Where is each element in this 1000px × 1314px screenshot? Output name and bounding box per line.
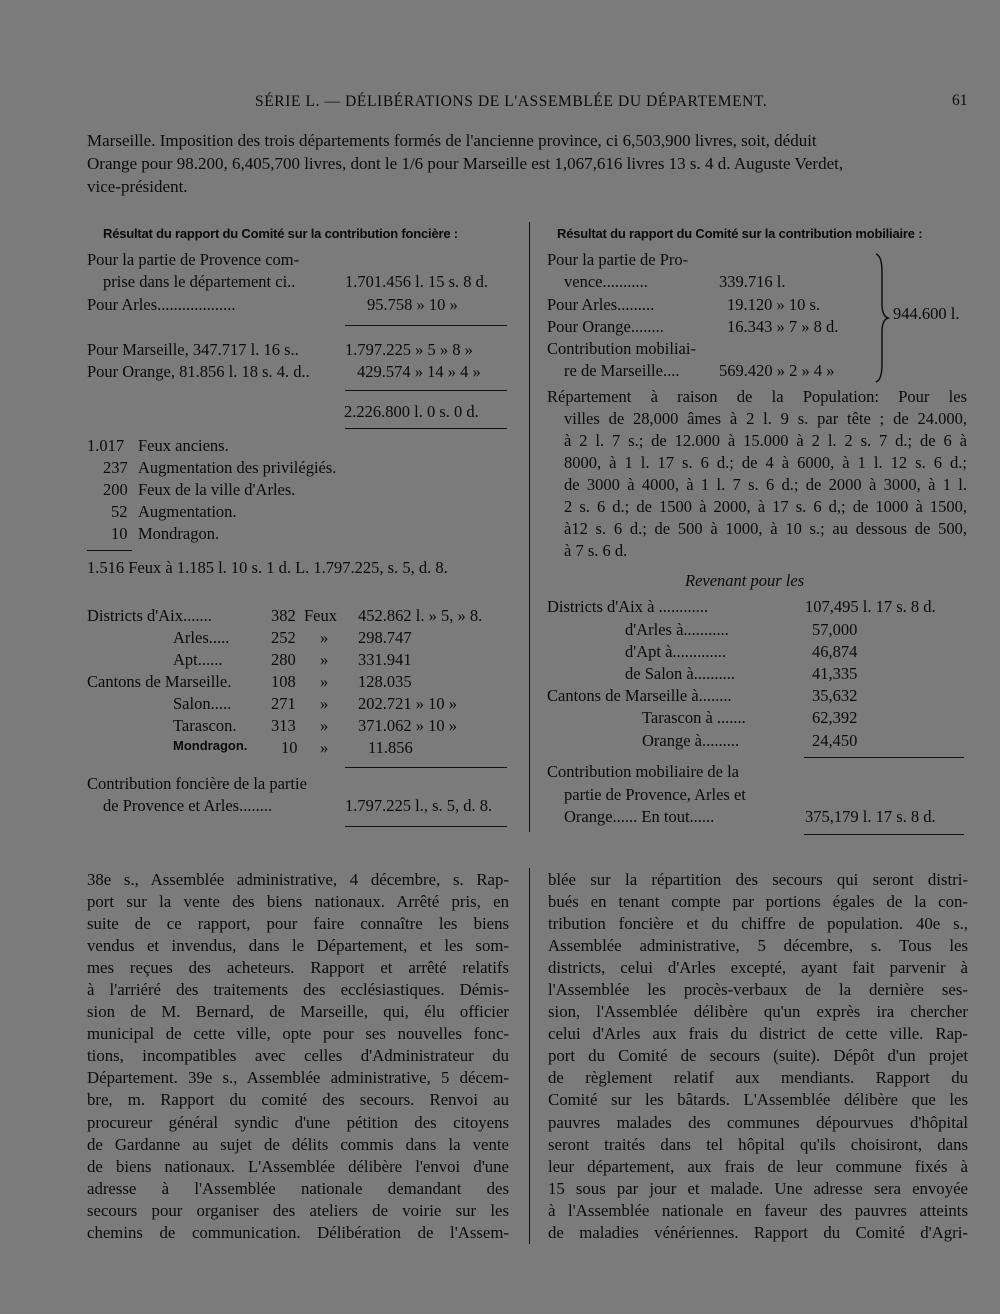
body-line: 38e s., Assemblée administrative, 4 décembre, s. Rap- xyxy=(87,870,509,889)
district-value: 46,874 xyxy=(812,642,858,661)
total-value: 2.226.800 l. 0 s. 0 d. xyxy=(344,402,479,421)
page-number: 61 xyxy=(952,92,968,109)
district-name: d'Apt à............. xyxy=(625,642,727,661)
body-line: secours pour organiser des ateliers de voirie sur les xyxy=(87,1200,509,1220)
body-line: tribution foncière et du chiffre de population. 40e s., xyxy=(548,914,968,934)
body-column-left xyxy=(87,869,509,1244)
row-label: Pour Orange, 81.856 l. 18 s. 4. d.. xyxy=(87,362,310,381)
row-label: Pour Arles................... xyxy=(87,295,236,314)
row-value: 339.716 l. xyxy=(719,272,786,291)
district-name: d'Arles à........... xyxy=(625,620,729,639)
district-value: 35,632 xyxy=(812,686,858,705)
district-name: Salon..... xyxy=(173,694,232,713)
body-line: à l'arriéré des traitements des ecclésiastiques. Démis- xyxy=(87,980,509,1000)
sum-rule xyxy=(345,325,507,326)
sum-rule xyxy=(345,767,507,768)
row-label: prise dans le département ci.. xyxy=(103,272,296,291)
district-amount: 452.862 l. » 5, » 8. xyxy=(358,606,483,625)
district-name: de Salon à.......... xyxy=(625,664,735,683)
feux-count: 200 xyxy=(103,480,128,499)
feux-label: Augmentation. xyxy=(138,502,237,521)
row-label: Contribution mobiliai- xyxy=(547,339,696,358)
body-line: Comité sur les bâtards. L'Assemblée délibère que les xyxy=(548,1090,968,1110)
body-line: à l'Assemblée nationale en faveur des pauvres atteints xyxy=(548,1200,968,1220)
body-line: bués en tenant compte par portions égales de la con- xyxy=(548,892,968,912)
district-feux: 313 xyxy=(271,716,296,735)
district-unit: » xyxy=(320,716,329,735)
district-name: Mondragon. xyxy=(173,738,248,753)
sum-rule xyxy=(345,390,507,391)
sum-rule xyxy=(345,428,507,429)
repartition-text xyxy=(547,386,967,562)
repartition-line: de 3000 à 4000, à 1 l. 7 s. 6 d.; de 2000 à 3000, à 1 l. xyxy=(564,475,967,494)
body-line: Assemblée administrative, 5 décembre, s. Tous les xyxy=(548,936,968,956)
body-line: sion, l'Assemblée délibère qu'un exprès ira chercher xyxy=(548,1002,968,1022)
body-line: celui d'Arles aux frais du district de cette ville. Rap- xyxy=(548,1024,968,1044)
district-feux: 382 xyxy=(271,606,296,625)
body-line: municipal de cette ville, opte pour ses nouvelles fonc- xyxy=(87,1024,509,1044)
row-label: Pour la partie de Pro- xyxy=(547,250,689,269)
district-name: Districts d'Aix à ............ xyxy=(547,597,709,616)
body-line: adresse à l'Assemblée nationale demandant des xyxy=(87,1178,509,1198)
fonciere-heading: Résultat du rapport du Comité sur la contribution foncière : xyxy=(103,226,458,241)
body-line: blée sur la répartition des secours qui seront distri- xyxy=(548,870,968,889)
repartition-line: à 2 l. 7 s.; de 12.000 à 15.000 à 2 l. 2 s. 7 d.; de 6 à xyxy=(564,431,967,450)
body-line: de maladies vénériennes. Rapport du Comité d'Agri- xyxy=(548,1222,968,1242)
row-value: 16.343 » 7 » 8 d. xyxy=(727,317,839,336)
body-line: 15 sous par jour et malade. Une adresse sera envoyée xyxy=(548,1178,968,1198)
district-amount: 11.856 xyxy=(368,738,413,757)
sum-rule xyxy=(804,834,964,835)
row-label: Pour Orange........ xyxy=(547,317,664,336)
district-name: Arles..... xyxy=(173,628,230,647)
district-unit: » xyxy=(320,672,329,691)
sum-rule xyxy=(804,757,964,758)
body-line: sion de M. Bernard, de Marseille, qui, élu officier xyxy=(87,1002,509,1022)
final-label: Contribution foncière de la partie xyxy=(87,774,307,793)
sum-rule xyxy=(345,826,507,827)
intro-line: Marseille. Imposition des trois départements formés de l'ancienne province, ci 6,503,900 livres, soit, déduit xyxy=(87,131,817,150)
body-line: l'Assemblée les procès-verbaux de la dernière ses- xyxy=(548,980,968,1000)
body-line: pauvres malades des communes dépourvues d'hôpital xyxy=(548,1112,968,1132)
body-line: bre, m. Rapport du comité des secours. Renvoi au xyxy=(87,1090,509,1110)
district-unit: » xyxy=(320,738,329,757)
district-name: Cantons de Marseille. xyxy=(87,672,232,691)
repartition-line: villes de 28,000 âmes à 2 l. 9 s. par tête ; de 24.000, xyxy=(564,409,967,428)
district-unit: » xyxy=(320,628,329,647)
body-line: de biens nationaux. L'Assemblée délibère l'envoi d'une xyxy=(87,1156,509,1176)
final-label: partie de Provence, Arles et xyxy=(564,785,746,804)
district-name: Tarascon. xyxy=(173,716,237,735)
feux-label: Feux de la ville d'Arles. xyxy=(138,480,296,499)
body-line: seront traités dans tel hôpital qu'ils choisiront, dans xyxy=(548,1134,968,1154)
feux-total-text: 1.516 Feux à 1.185 l. 10 s. 1 d. L. 1.797.225, s. 5, d. 8. xyxy=(87,558,448,577)
district-feux: 280 xyxy=(271,650,296,669)
intro-line: Orange pour 98.200, 6,405,700 livres, dont le 1/6 pour Marseille est 1,067,616 livres 13 s. 4 d. Auguste Verdet, xyxy=(87,154,844,173)
row-label: Pour la partie de Provence com- xyxy=(87,250,300,269)
body-line: districts, celui d'Arles excepté, ayant fait parvenir à xyxy=(548,958,968,978)
district-unit: » xyxy=(320,694,329,713)
row-value: 569.420 » 2 » 4 » xyxy=(719,361,835,380)
body-line: vendus et invendus, dans le Département, et les som- xyxy=(87,936,509,956)
feux-label: Feux anciens. xyxy=(138,436,229,455)
row-value: 19.120 » 10 s. xyxy=(727,295,821,314)
district-value: 62,392 xyxy=(812,708,858,727)
row-value: 429.574 » 14 » 4 » xyxy=(357,362,481,381)
district-unit: » xyxy=(320,650,329,669)
feux-count: 237 xyxy=(103,458,128,477)
feux-label: Mondragon. xyxy=(138,524,220,543)
feux-label: Augmentation des privilégiés. xyxy=(138,458,337,477)
district-feux: 108 xyxy=(271,672,296,691)
body-line: port du Comité de secours (suite). Dépôt d'un projet xyxy=(548,1046,968,1066)
row-label: vence........... xyxy=(564,272,648,291)
district-amount: 202.721 » 10 » xyxy=(358,694,457,713)
district-amount: 128.035 xyxy=(358,672,412,691)
district-amount: 298.747 xyxy=(358,628,412,647)
row-label: re de Marseille.... xyxy=(564,361,680,380)
final-label: Contribution mobiliaire de la xyxy=(547,762,740,781)
brace-icon xyxy=(872,252,892,384)
feux-count: 10 xyxy=(111,524,128,543)
body-line: tions, incompatibles avec celles d'Administrateur du xyxy=(87,1046,509,1066)
row-value: 95.758 » 10 » xyxy=(367,295,458,314)
row-value: 1.701.456 l. 15 s. 8 d. xyxy=(345,272,489,291)
district-value: 57,000 xyxy=(812,620,858,639)
repartition-line: 2 s. 6 d.; de 1500 à 2000, à 17 s. 6 d,; de 1000 à 1500, xyxy=(564,497,967,516)
body-line: de règlement relatif aux mendiants. Rapport du xyxy=(548,1068,968,1088)
district-name: Cantons de Marseille à........ xyxy=(547,686,732,705)
mobiliaire-heading: Résultat du rapport du Comité sur la contribution mobiliaire : xyxy=(557,226,923,241)
district-value: 24,450 xyxy=(812,731,858,750)
row-label: Pour Arles......... xyxy=(547,295,655,314)
district-name: Orange à......... xyxy=(642,731,740,750)
district-feux: 271 xyxy=(271,694,296,713)
final-label: de Provence et Arles........ xyxy=(103,796,273,815)
district-amount: 371.062 » 10 » xyxy=(358,716,457,735)
repartition-line: à12 s. 6 d.; de 500 à 1000, à 10 s.; au dessous de 500, xyxy=(564,519,967,538)
feux-count: 52 xyxy=(111,502,128,521)
intro-line: vice-président. xyxy=(87,177,188,196)
body-line: chemins de communication. Délibération de l'Assem- xyxy=(87,1222,509,1242)
running-head: SÉRIE L. — DÉLIBÉRATIONS DE L'ASSEMBLÉE DU DÉPARTEMENT. xyxy=(255,93,768,110)
body-line: procureur général syndic d'une pétition des citoyens xyxy=(87,1112,509,1132)
district-feux: 10 xyxy=(281,738,298,757)
district-amount: 331.941 xyxy=(358,650,412,669)
final-value: 375,179 l. 17 s. 8 d. xyxy=(805,807,936,826)
district-unit: Feux xyxy=(304,606,337,625)
revenant-label: Revenant pour les xyxy=(685,571,805,590)
final-label: Orange...... En tout...... xyxy=(564,807,715,826)
district-value: 107,495 l. 17 s. 8 d. xyxy=(805,597,936,616)
body-line: suite de ce rapport, pour faire connaître les biens xyxy=(87,914,509,934)
district-name: Districts d'Aix....... xyxy=(87,606,212,625)
table-column-divider xyxy=(529,222,530,832)
row-label: Pour Marseille, 347.717 l. 16 s.. xyxy=(87,340,299,359)
feux-count: 1.017 xyxy=(87,436,125,455)
district-name: Apt...... xyxy=(173,650,223,669)
district-name: Tarascon à ....... xyxy=(642,708,746,727)
body-line: Département. 39e s., Assemblée administrative, 5 décem- xyxy=(87,1068,509,1088)
repartition-line: 8000, à 1 l. 17 s. 6 d.; de 4 à 6000, à 1 l. 12 s. 6 d.; xyxy=(564,453,967,472)
body-line: de Gardanne au sujet de délits commis dans la vente xyxy=(87,1134,509,1154)
brace-total: 944.600 l. xyxy=(893,304,960,323)
repartition-line: à 7 s. 6 d. xyxy=(564,541,628,560)
sum-rule xyxy=(87,550,132,551)
body-line: leur département, aux frais de leur commune fixés à xyxy=(548,1156,968,1176)
body-column-right xyxy=(548,869,968,1244)
row-value: 1.797.225 » 5 » 8 » xyxy=(345,340,473,359)
district-value: 41,335 xyxy=(812,664,858,683)
district-feux: 252 xyxy=(271,628,296,647)
repartition-line: Répartement à raison de la Population: Pour les xyxy=(547,387,967,406)
body-column-divider xyxy=(529,868,530,1244)
body-line: port sur la vente des biens nationaux. Arrêté pris, en xyxy=(87,892,509,912)
body-line: mes reçues des acheteurs. Rapport et arrêté relatifs xyxy=(87,958,509,978)
final-value: 1.797.225 l., s. 5, d. 8. xyxy=(345,796,493,815)
